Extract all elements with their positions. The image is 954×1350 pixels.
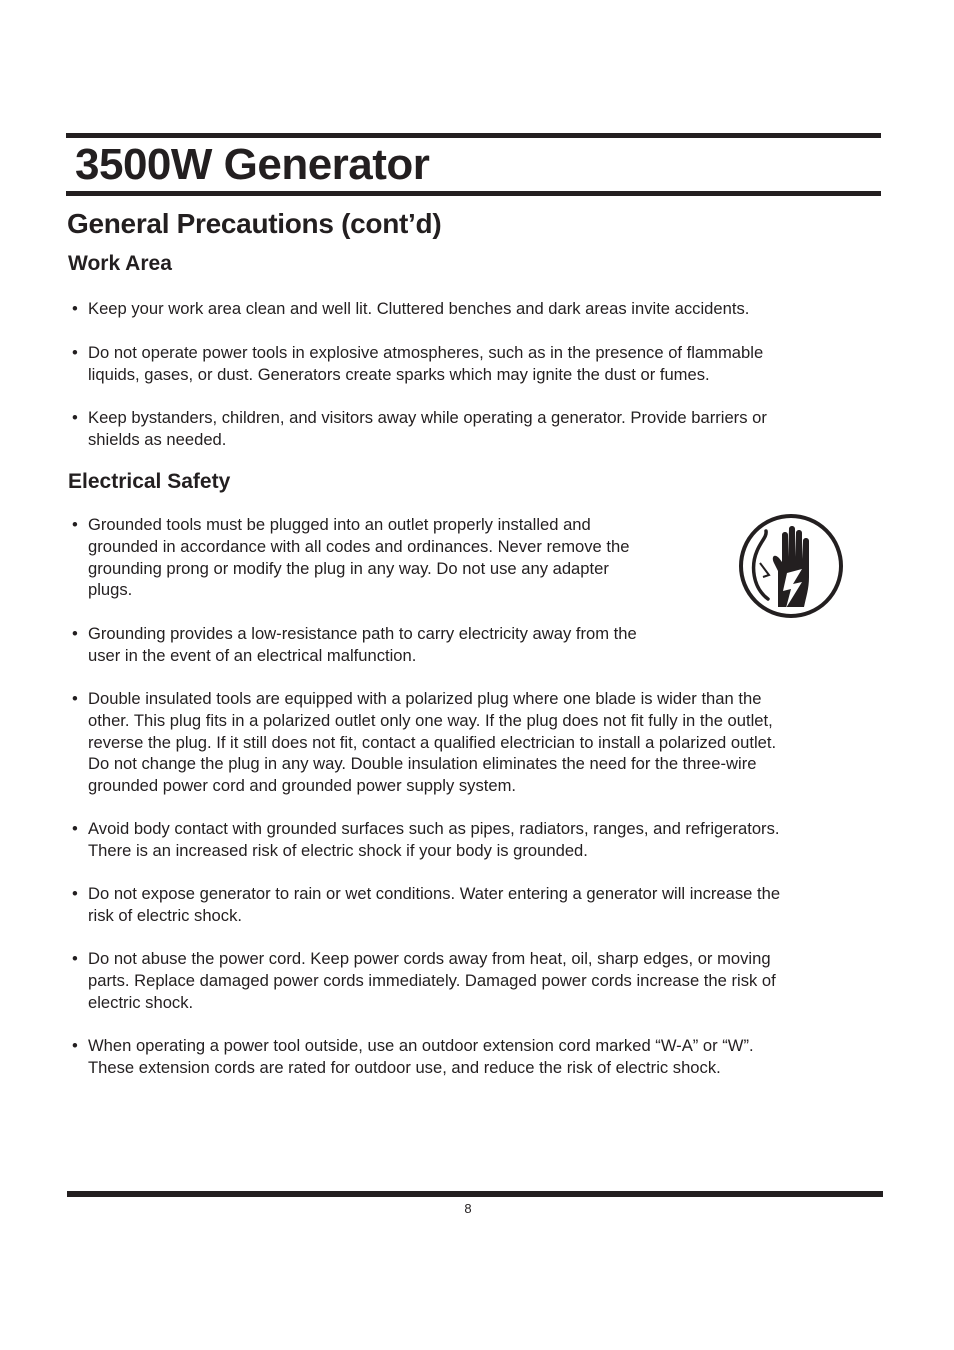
document-title: 3500W Generator bbox=[75, 140, 430, 189]
work-area-item: • Do not operate power tools in explosive atmospheres, such as in the presence of flammable liquids, gases, or dust. Generators create sparks which may ignite the dust or fumes. bbox=[72, 342, 903, 386]
electrical-safety-heading: Electrical Safety bbox=[68, 470, 231, 493]
electrical-safety-item: • Do not abuse the power cord. Keep power cords away from heat, oil, sharp edges, or moving parts. Replace damaged power cords immediately. Damaged power cords increase the risk of electric shock. bbox=[72, 948, 903, 1013]
electrical-safety-item: • Avoid body contact with grounded surfaces such as pipes, radiators, ranges, and refrigerators. There is an increased risk of electric shock if your body is grounded. bbox=[72, 818, 903, 862]
electrical-safety-item: • Grounding provides a low-resistance path to carry electricity away from the user in the event of an electrical malfunction. bbox=[72, 623, 738, 667]
footer-rule bbox=[67, 1191, 883, 1197]
header-bottom-rule bbox=[66, 191, 881, 196]
electrical-safety-item: • When operating a power tool outside, use an outdoor extension cord marked “W-A” or “W”. These extension cords are rated for outdoor use, and reduce the risk of electric shock. bbox=[72, 1035, 903, 1079]
electric-shock-hazard-icon bbox=[738, 513, 844, 619]
section-title: General Precautions (cont’d) bbox=[67, 208, 442, 239]
electrical-safety-item: • Grounded tools must be plugged into an outlet properly installed and grounded in accordance with all codes and ordinances. Never remove the grounding prong or modify the plug in any way. Do not use any adapter plugs. bbox=[72, 514, 738, 601]
work-area-item: • Keep your work area clean and well lit. Cluttered benches and dark areas invite accidents. bbox=[72, 298, 903, 320]
work-area-heading: Work Area bbox=[68, 252, 172, 275]
work-area-item: • Keep bystanders, children, and visitors away while operating a generator. Provide barriers or shields as needed. bbox=[72, 407, 903, 451]
page-number: 8 bbox=[464, 1201, 472, 1216]
electrical-safety-item: • Do not expose generator to rain or wet conditions. Water entering a generator will increase the risk of electric shock. bbox=[72, 883, 903, 927]
header-top-rule bbox=[66, 133, 881, 138]
electrical-safety-item: • Double insulated tools are equipped with a polarized plug where one blade is wider than the other. This plug fits in a polarized outlet only one way. If the plug does not fit fully in the outlet, reverse the plug. If it still does not fit, contact a qualified electrician to install a polarized outlet. Do not change the plug in any way. Double insulation eliminates the need for the three-wire grounded power cord and grounded power supply system. bbox=[72, 688, 903, 797]
